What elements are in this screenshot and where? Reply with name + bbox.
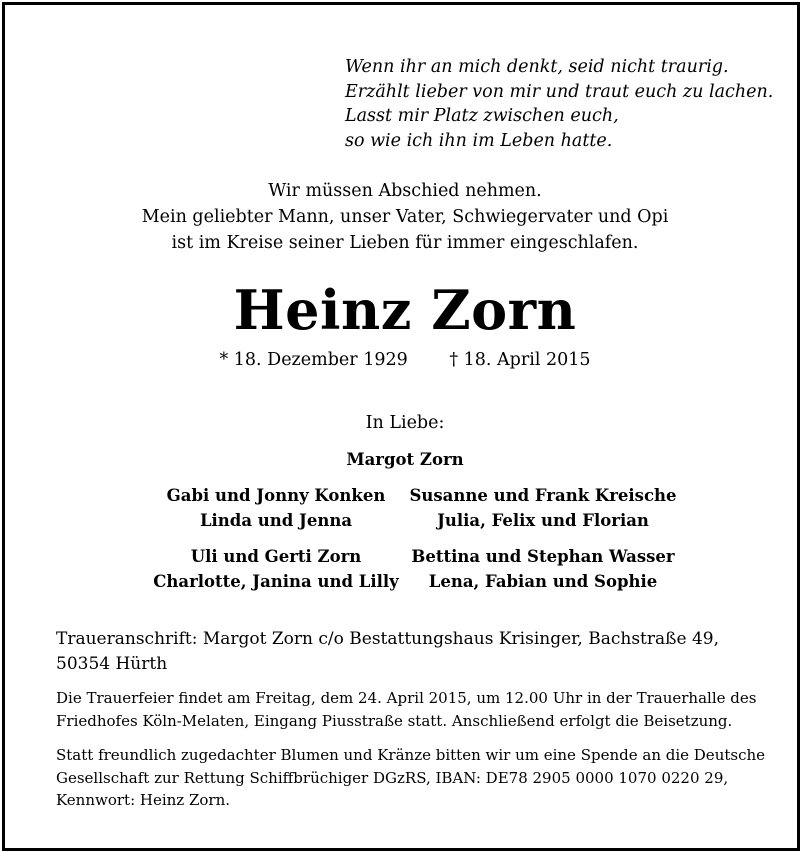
family-line: Gabi und Jonny Konken bbox=[166, 486, 386, 505]
family-line: Susanne und Frank Kreische bbox=[409, 486, 677, 505]
life-dates bbox=[5, 348, 800, 372]
donation-line: Statt freundlich zugedachter Blumen und Kränze bitten wir um eine Spende an die Deutsche bbox=[56, 746, 766, 764]
poem-line: Erzählt lieber von mir und traut euch zu lachen. bbox=[345, 81, 774, 102]
mourning-address bbox=[56, 627, 776, 676]
intro-line: ist im Kreise seiner Lieben für immer eingeschlafen. bbox=[171, 233, 639, 253]
widow-name: Margot Zorn bbox=[346, 450, 464, 469]
family-group bbox=[405, 484, 681, 533]
intro-line: Mein geliebter Mann, unser Vater, Schwiegervater und Opi bbox=[141, 207, 669, 227]
birth-date: * 18. Dezember 1929 bbox=[219, 350, 408, 370]
address-line: Traueranschrift: Margot Zorn c/o Bestattungshaus Krisinger, Bachstraße 49, bbox=[56, 629, 719, 649]
poem-line: Wenn ihr an mich denkt, seid nicht traurig. bbox=[345, 57, 729, 77]
obituary-frame bbox=[2, 2, 800, 851]
deceased-name: Heinz Zorn bbox=[233, 278, 577, 342]
family-line: Julia, Felix und Florian bbox=[437, 510, 649, 530]
poem-line: Lasst mir Platz zwischen euch, bbox=[345, 106, 619, 126]
address-line: 50354 Hürth bbox=[56, 653, 168, 674]
intro-text bbox=[5, 178, 800, 256]
family-line: Linda und Jenna bbox=[199, 510, 353, 530]
funeral-notice bbox=[56, 687, 776, 732]
family-line: Uli und Gerti Zorn bbox=[190, 547, 362, 566]
donation-request bbox=[56, 744, 776, 812]
intro-line: Wir müssen Abschied nehmen. bbox=[268, 181, 542, 201]
family-group bbox=[145, 484, 407, 533]
donation-line: Kennwort: Heinz Zorn. bbox=[56, 791, 231, 809]
poem bbox=[345, 55, 785, 153]
family-line: Bettina und Stephan Wasser bbox=[411, 547, 675, 566]
family-column-right bbox=[405, 484, 681, 606]
poem-line: so wie ich ihn im Leben hatte. bbox=[345, 130, 613, 151]
donation-line: Gesellschaft zur Rettung Schiffbrüchiger DGzRS, IBAN: DE78 2905 0000 1070 0220 29, bbox=[56, 768, 729, 787]
family-line: Charlotte, Janina und Lilly bbox=[153, 571, 399, 591]
family-column-left bbox=[145, 484, 407, 606]
family-group bbox=[145, 545, 407, 594]
death-date: † 18. April 2015 bbox=[449, 350, 591, 370]
ceremony-line: Die Trauerfeier findet am Freitag, dem 24. April 2015, um 12.00 Uhr in der Trauerhalle des bbox=[56, 689, 757, 707]
ceremony-line: Friedhofes Köln-Melaten, Eingang Piusstraße statt. Anschließend erfolgt die Beisetzung. bbox=[56, 711, 733, 730]
family-line: Lena, Fabian und Sophie bbox=[428, 571, 658, 591]
in-love-heading: In Liebe: bbox=[365, 413, 445, 433]
family-group bbox=[405, 545, 681, 594]
